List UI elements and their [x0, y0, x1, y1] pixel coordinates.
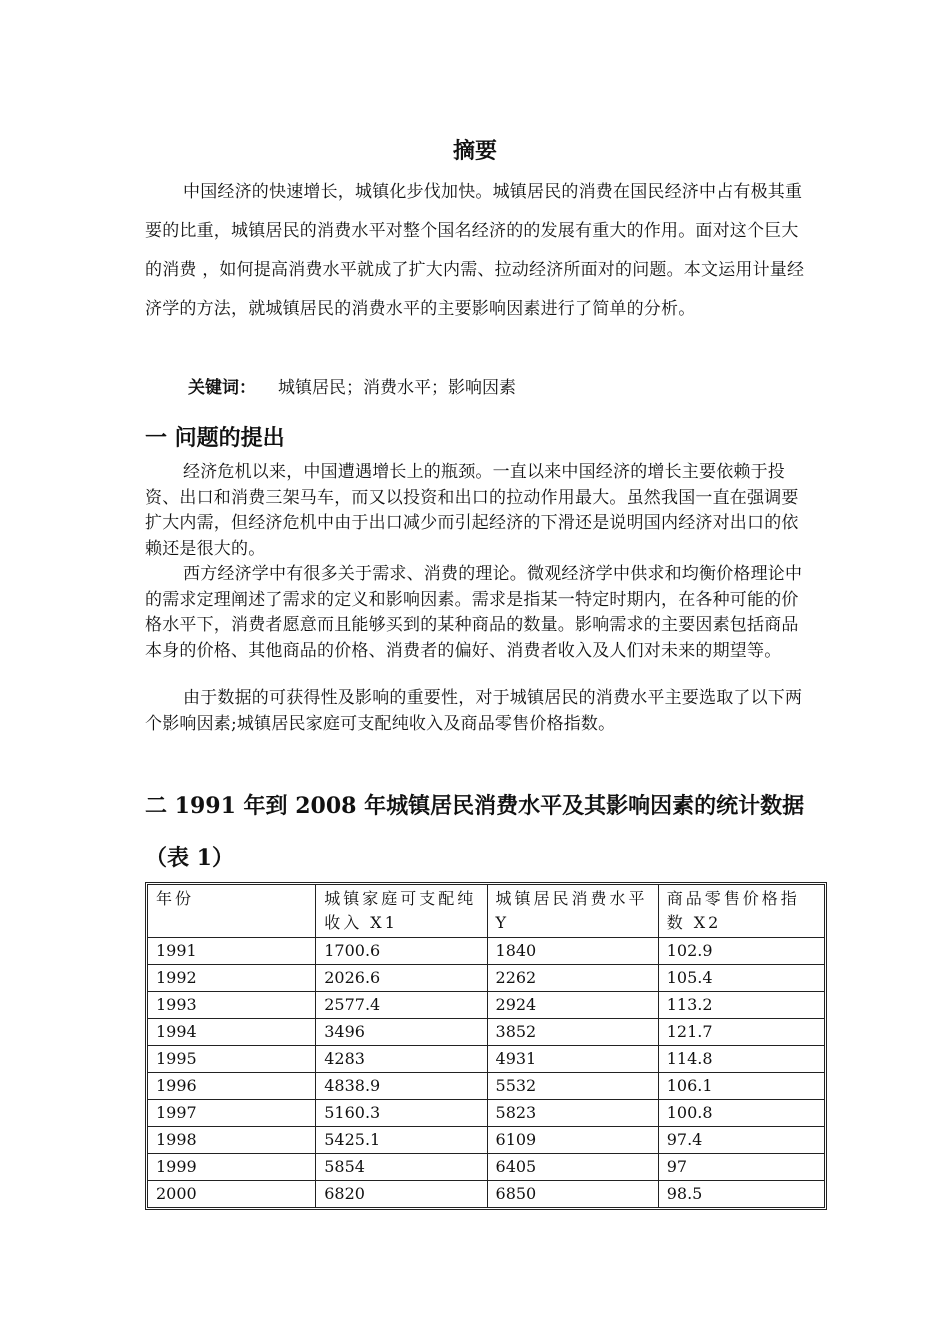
table-row: [148, 1019, 824, 1046]
table-cell: 2000: [148, 1181, 316, 1207]
table-header-cell: 城镇家庭可支配纯收入 X1: [316, 885, 487, 938]
table-cell: 4283: [316, 1046, 487, 1073]
table-cell: 1992: [148, 965, 316, 992]
table-cell: 98.5: [666, 1184, 703, 1203]
table-row: [148, 938, 824, 965]
table-header-cell: 年份: [148, 885, 316, 938]
table-cell: 6109: [488, 1127, 659, 1154]
table-cell: 1998: [148, 1127, 316, 1154]
table-cell: 3852: [488, 1019, 659, 1046]
table-cell: 5854: [316, 1154, 487, 1181]
table-cell: 6405: [488, 1154, 659, 1181]
table-cell: 97.4: [659, 1127, 824, 1154]
table-cell: 113.2: [659, 992, 824, 1019]
table-cell: 3496: [316, 1019, 487, 1046]
table-cell: 1996: [148, 1073, 316, 1100]
section1-paragraph-2: 西方经济学中有很多关于需求、消费的理论。微观经济学中供求和均衡价格理论中的需求定理阐述了需求的定义和影响因素。需求是指某一特定时期内，在各种可能的价格水平下，消费者愿意而且能够买到的某种商品的数量。影响需求的主要因素包括商品本身的价格、其他商品的价格、消费者的偏好、消费者收入及人们对未来的期望等。: [145, 564, 803, 661]
table-header-cell: 城镇居民消费水平 Y: [488, 885, 659, 938]
table-row: [148, 965, 824, 992]
keywords-label: 关键词：: [188, 378, 256, 398]
table-row: [148, 1154, 824, 1181]
table-cell: 1999: [148, 1154, 316, 1181]
table-cell: 2262: [488, 965, 659, 992]
table-cell: 97: [659, 1154, 824, 1181]
table-cell: 121.7: [659, 1019, 824, 1046]
keywords-value: 城镇居民；消费水平；影响因素: [278, 378, 516, 398]
table-row: [148, 1046, 824, 1073]
table-row: [148, 1073, 824, 1100]
keywords-line: [188, 373, 516, 398]
section2-heading: 二 1991 年到 2008 年城镇居民消费水平及其影响因素的统计数据（表 1）: [145, 793, 805, 871]
table-cell: 4931: [488, 1046, 659, 1073]
table-row: [148, 992, 824, 1019]
table-cell: 4838.9: [316, 1073, 487, 1100]
section1-paragraph-1: 经济危机以来，中国遭遇增长上的瓶颈。一直以来中国经济的增长主要依赖于投资、出口和消费三架马车，而又以投资和出口的拉动作用最大。虽然我国一直在强调要扩大内需，但经济危机中由于出口减少而引起经济的下滑还是说明国内经济对出口的依赖还是很大的。: [145, 462, 799, 559]
table-cell: 1993: [148, 992, 316, 1019]
table-cell: 102.9: [659, 938, 824, 965]
table-cell: 1997: [148, 1100, 316, 1127]
abstract-title: 摘要: [452, 138, 497, 164]
table-cell: 1700.6: [316, 938, 487, 965]
table-row: [148, 1100, 824, 1127]
table-cell: 105.4: [659, 965, 824, 992]
table-cell: 5160.3: [316, 1100, 487, 1127]
data-table: [145, 882, 827, 1210]
table-row: [148, 1127, 824, 1154]
table-cell: 5425.1: [316, 1127, 487, 1154]
table-cell: 100.8: [659, 1100, 824, 1127]
table-cell: 2924: [488, 992, 659, 1019]
table-cell: 114.8: [659, 1046, 824, 1073]
table-cell: 1994: [148, 1019, 316, 1046]
table-cell: 1995: [148, 1046, 316, 1073]
table-row: [148, 1181, 824, 1207]
table-cell: 2026.6: [316, 965, 487, 992]
section1-heading: 一 问题的提出: [145, 425, 285, 451]
table-header-cell: 商品零售价格指数 X2: [659, 885, 824, 938]
table-cell: 5823: [488, 1100, 659, 1127]
table-cell: 6850: [488, 1181, 659, 1207]
table-cell: 5532: [488, 1073, 659, 1100]
abstract-text: 中国经济的快速增长，城镇化步伐加快。城镇居民的消费在国民经济中占有极其重要的比重，城镇居民的消费水平对整个国名经济的的发展有重大的作用。面对这个巨大的消费 ，如何提高消费水平就成了扩大内需、拉动经济所面对的问题。本文运用计量经济学的方法，就城镇居民的消费水平的主要影响因素进行了简单的分析。: [145, 182, 805, 319]
table-header-row: [148, 885, 824, 938]
table-cell: 6820: [316, 1181, 487, 1207]
table-cell: 106.1: [659, 1073, 824, 1100]
section1-paragraph-3: 由于数据的可获得性及影响的重要性，对于城镇居民的消费水平主要选取了以下两个影响因素;城镇居民家庭可支配纯收入及商品零售价格指数。: [145, 688, 803, 734]
table-cell: 1840: [488, 938, 659, 965]
table-cell: 2577.4: [316, 992, 487, 1019]
table-cell: 1991: [148, 938, 316, 965]
